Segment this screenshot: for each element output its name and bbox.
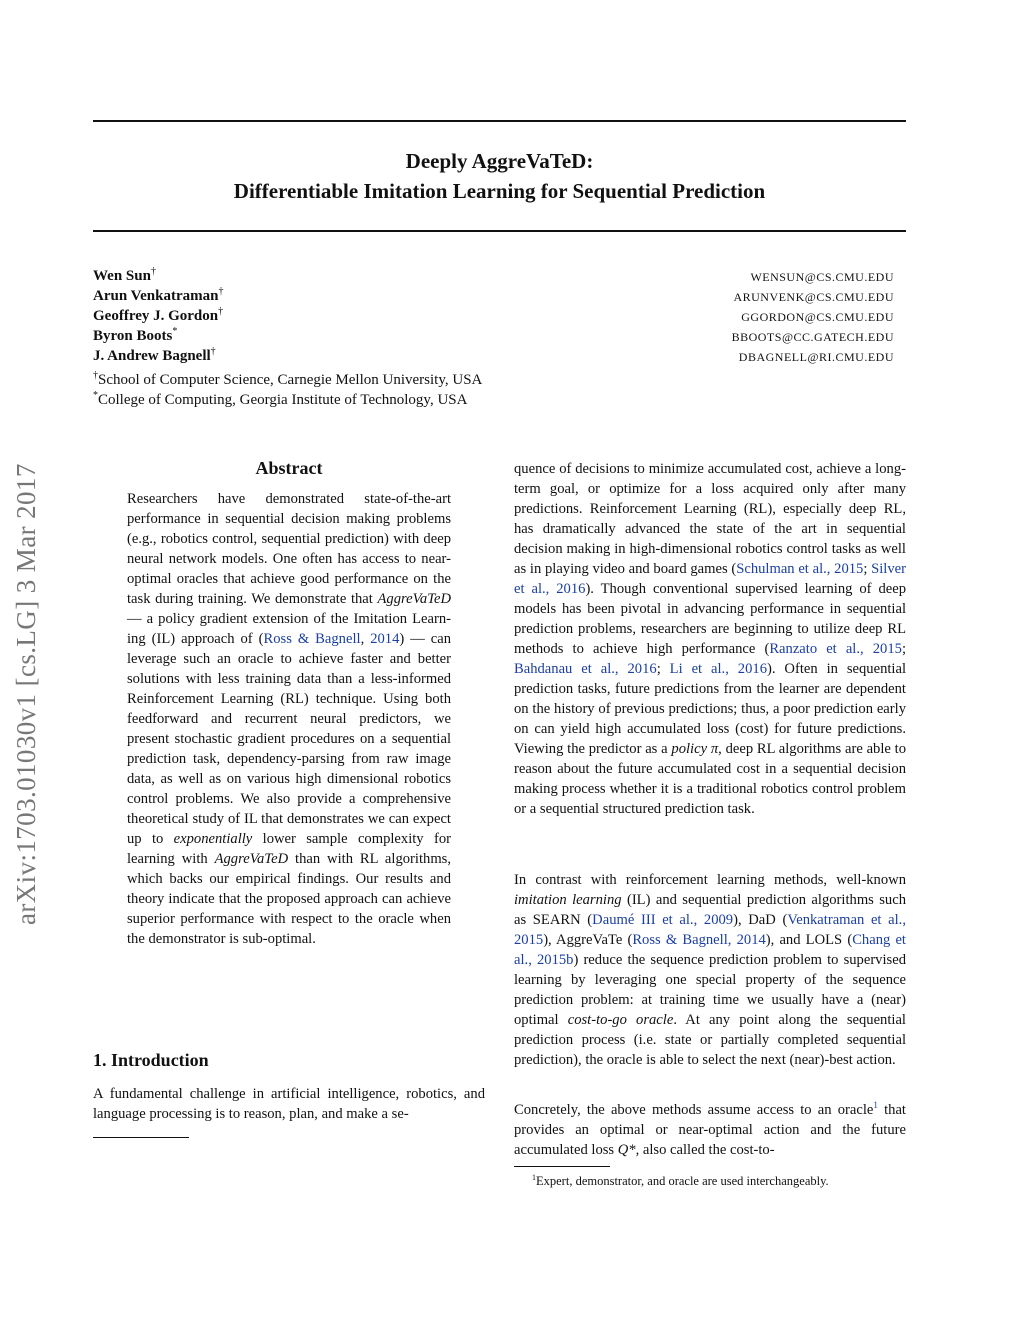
citation-schulman[interactable]: Schulman et al., 2015 — [736, 561, 864, 577]
author-name: Wen Sun† — [93, 266, 156, 284]
author-email[interactable]: DBAGNELL@RI.CMU.EDU — [738, 350, 894, 364]
abstract-heading: Abstract — [255, 458, 323, 478]
citation-ranzato[interactable]: Ranzato et al., 2015 — [769, 641, 902, 657]
intro-paragraph-1: A fundamental challenge in artificial intelligence, robotics, and language processing is to reason, plan, and make a se- — [93, 1086, 485, 1122]
left-column-footnote-rule — [93, 1137, 189, 1138]
arxiv-stamp: arXiv:1703.01030v1 [cs.LG] 3 Mar 2017 — [11, 463, 41, 925]
title-bottom-rule — [93, 230, 906, 232]
author-email[interactable]: BBOOTS@CC.GATECH.EDU — [731, 330, 894, 344]
right-column-paragraph-1: quence of decisions to minimize accumulated cost, achieve a long-term goal, or optimize for a loss acquired only after many predictions. Reinforcement Learning (RL), especially deep RL, has dramatically advanced the state of the art in sequential decision making in high-dimensional robotics control tasks as well as in playing video and board games (Schulman et al., 2015; Silver et al., 2016). Though conventional supervised learning of deep models has been pivotal in advancing performance in sequential prediction problems, researchers are beginning to utilize deep RL methods to achieve high performance (Ranzato et al., 2015; Bahdanau et al., 2016; Li et al., 2016). Often in sequential prediction tasks, future predictions from the learner are dependent on the history of previous predictions; thus, a poor prediction early on can yield high accumulated loss (cost) for future predictions. Viewing the predictor as a policy π, deep RL algorithms are able to reason about the future accumulated cost in a sequential decision making process whether it is a traditional robotics control problem or a sequential structured prediction task. — [514, 461, 907, 817]
abstract-text: Researchers have demonstrated state-of-the-art performance in sequential decision making problems (e.g., robotics control, sequential prediction) with deep neural network models. One often has access to near-optimal oracles that achieve good performance on the task during training. We demonstrate that AggreVaTeD — a policy gradient extension of the Imitation Learning (IL) approach of (Ross & Bagnell, 2014) — can leverage such an oracle to achieve faster and better solutions with less training data than a less-informed Reinforcement Learning (RL) technique. Using both feedforward and recurrent neural predictors, we present stochastic gradient procedures on a sequential prediction task, dependency-parsing from raw image data, as well as on various high dimensional robotics control problems. We also provide a comprehensive theoretical study of IL that demonstrates we can expect up to exponentially lower sample complexity for learning with AggreVaTeD than with RL algorithms, which backs our empirical findings. Our results and theory indicate that the proposed approach can achieve superior performance with respect to the oracle when the demonstrator is sub-optimal. — [127, 491, 452, 947]
affiliation-gatech: *College of Computing, Georgia Institute of Technology, USA — [93, 390, 468, 408]
author-name: J. Andrew Bagnell† — [93, 346, 216, 364]
citation-daume[interactable]: Daumé III et al., 2009 — [592, 912, 734, 928]
author-email[interactable]: GGORDON@CS.CMU.EDU — [741, 310, 894, 324]
citation-silver[interactable]: Silver et al., 2016 — [514, 561, 906, 597]
citation-li[interactable]: Li et al., 2016 — [669, 661, 767, 677]
citation-ross-bagnell[interactable]: Ross & Bagnell — [263, 631, 361, 647]
author-name: Geoffrey J. Gordon† — [93, 306, 224, 324]
author-name: Arun Venkatraman† — [93, 286, 224, 304]
paper-title-line1: Deeply AggreVaTeD: — [405, 149, 594, 173]
citation-year[interactable]: 2014 — [370, 631, 400, 647]
citation-chang[interactable]: Chang et al., 2015b — [514, 932, 906, 968]
right-column-footnote-rule — [514, 1166, 610, 1167]
section-heading-introduction: 1. Introduction — [93, 1050, 209, 1070]
author-email[interactable]: ARUNVENK@CS.CMU.EDU — [733, 290, 894, 304]
footnote-1: $^1$Expert, demonstrator, and oracle are used interchangeably. — [532, 1173, 829, 1188]
citation-bahdanau[interactable]: Bahdanau et al., 2016 — [514, 661, 657, 677]
right-column-paragraph-3: Concretely, the above methods assume access to an oracle$^1$ that provides an optimal or near-optimal action and the future accumulated loss Q*, also called the cost-to- — [514, 1100, 906, 1158]
citation-venkatraman[interactable]: Venkatraman et al., 2015 — [514, 912, 906, 948]
citation-ross-bagnell-2[interactable]: Ross & Bagnell, 2014 — [632, 932, 766, 948]
paper-title-line2: Differentiable Imitation Learning for Sequential Prediction — [233, 179, 766, 203]
affiliation-cmu: †School of Computer Science, Carnegie Mellon University, USA — [93, 370, 483, 388]
title-top-rule — [93, 120, 906, 122]
footnote-marker[interactable]: 1 — [873, 1100, 878, 1110]
author-name: Byron Boots* — [93, 326, 178, 344]
author-email[interactable]: WENSUN@CS.CMU.EDU — [750, 270, 894, 284]
right-column-paragraph-2: In contrast with reinforcement learning methods, well-known imitation learning (IL) and sequential prediction algorithms such as SEARN (Daumé III et al., 2009), DaD (Venkatraman et al., 2015), AggreVaTe (Ross & Bagnell, 2014), and LOLS (Chang et al., 2015b) reduce the sequence prediction problem to supervised learning by leveraging one special property of the sequence prediction problem: at training time we usually have a (near) optimal cost-to-go oracle. At any point along the sequential prediction process (i.e. state or partially completed sequential prediction), the oracle is able to select the next (near)-best action. — [514, 872, 906, 1068]
